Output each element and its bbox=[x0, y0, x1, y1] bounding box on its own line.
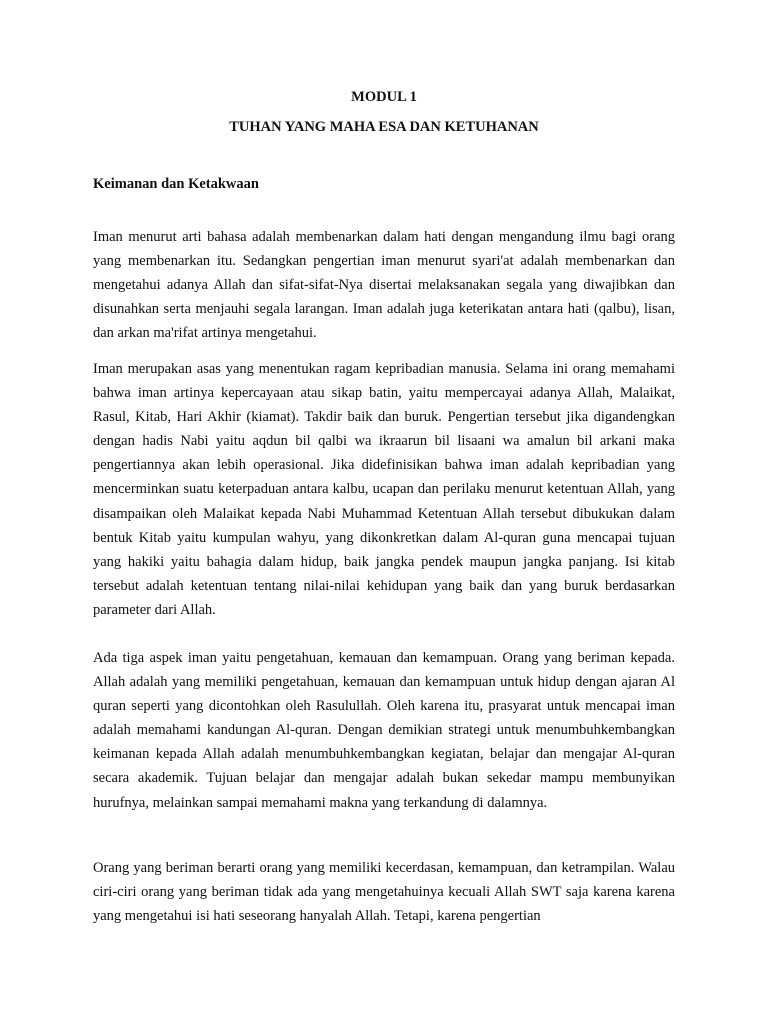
section-heading: Keimanan dan Ketakwaan bbox=[93, 176, 259, 192]
paragraph-1: Iman menurut arti bahasa adalah membenarkan dalam hati dengan mengandung ilmu bagi orang yang membenarkan itu. Sedangkan pengertian iman menurut syari'at adalah membenarkan dan mengetahui adanya Allah dan sifat-sifat-Nya disertai melaksanakan segala yang diwajibkan dan disunahkan serta menjauhi segala larangan. Iman adalah juga keterikatan antara hati (qalbu), lisan, dan arkan ma'rifat artinya mengetahui. bbox=[93, 229, 675, 342]
paragraph-2: Iman merupakan asas yang menentukan ragam kepribadian manusia. Selama ini orang memahami bahwa iman artinya kepercayaan atau sikap batin, yaitu mempercayai adanya Allah, Malaikat, Rasul, Kitab, Hari Akhir (kiamat). Takdir baik dan buruk. Pengertian tersebut jika digandengkan dengan hadis Nabi yaitu aqdun bil qalbi wa ikraarun bil lisaani wa amalun bil arkani maka pengertiannya akan lebih operasional. Jika didefinisikan bahwa iman adalah kepribadian yang mencerminkan suatu keterpaduan antara kalbu, ucapan dan perilaku menurut ketentuan Allah, yang disampaikan oleh Malaikat kepada Nabi Muhammad Ketentuan Allah tersebut dibukukan dalam bentuk Kitab yaitu kumpulan wahyu, yang dikonkretkan dalam Al-quran guna mencapai tujuan yang hakiki yaitu bahagia dalam hidup, baik jangka pendek maupun jangka panjang. Isi kitab tersebut adalah ketentuan tentang nilai-nilai kehidupan yang baik dan yang buruk berdasarkan parameter dari Allah. bbox=[93, 361, 675, 618]
module-title: TUHAN YANG MAHA ESA DAN KETUHANAN bbox=[229, 119, 539, 135]
module-label: MODUL 1 bbox=[351, 89, 417, 105]
paragraph-3: Ada tiga aspek iman yaitu pengetahuan, kemauan dan kemampuan. Orang yang beriman kepada. Allah adalah yang memiliki pengetahuan, kemauan dan kemampuan untuk hidup dengan ajaran Al quran seperti yang dicontohkan oleh Rasulullah. Oleh karena itu, prasyarat untuk mencapai iman adalah memahami kandungan Al-quran. Dengan demikian strategi untuk menumbuhkembangkan keimanan kepada Allah adalah menumbuhkembangkan kegiatan, belajar dan mengajar Al-quran secara akademik. Tujuan belajar dan mengajar adalah bukan sekedar mampu membunyikan hurufnya, melainkan sampai memahami makna yang terkandung di dalamnya. bbox=[93, 650, 675, 811]
paragraph-4: Orang yang beriman berarti orang yang memiliki kecerdasan, kemampuan, dan ketrampilan. Walau ciri-ciri orang yang beriman tidak ada yang mengetahuinya kecuali Allah SWT saja karena karena yang mengetahui isi hati seseorang hanyalah Allah. Tetapi, karena pengertian bbox=[93, 860, 675, 925]
